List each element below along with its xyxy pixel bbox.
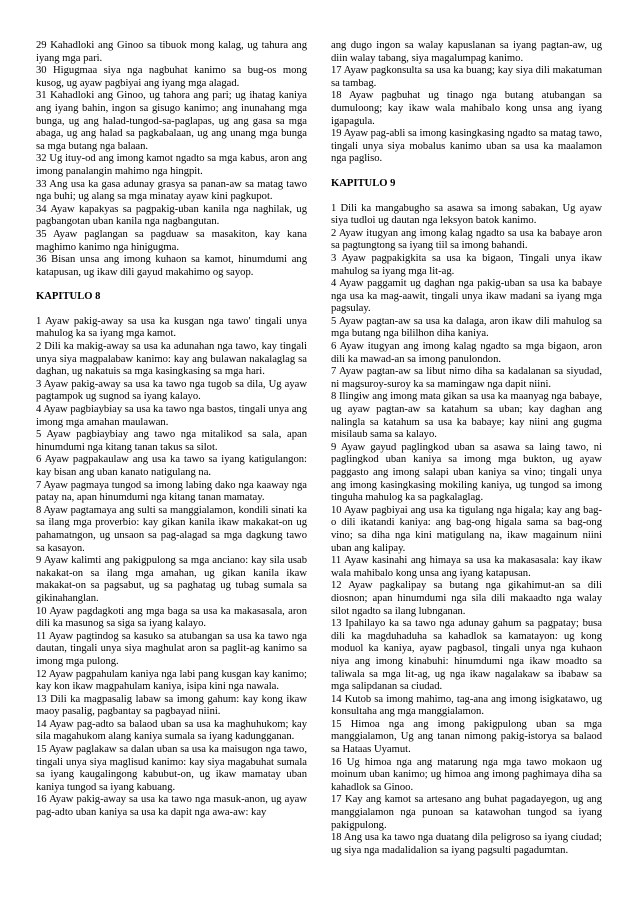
verse-paragraph: 9 Ayaw kalimti ang pakigpulong sa mga anciano: kay sila usab nakakat-on sa ilang mga amahan, ug gikan kanila ikaw makakat-on sa pagsabut, ug sa paghatag ug tubag sumala sa gikinahanglan.: [36, 555, 307, 604]
verse-paragraph: 15 Himoa nga ang imong pakigpulong uban sa mga manggialamon, Ug ang tanan nimong pakig-istorya sa balaod sa Hataas Uyamut.: [331, 718, 602, 756]
verse-paragraph: 10 Ayaw pagbiyai ang usa ka tigulang nga higala; kay ang bag-o dili ikatandi kaniya: ang bag-ong higala sama sa bag-ong vino; sa diha nga kini matigulang na, ikaw magainum niini uban ang kalipay.: [331, 504, 602, 554]
verse-paragraph: 11 Ayaw pagtindog sa kasuko sa atubangan sa usa ka tawo nga dautan, tingali unya siya maghulat aron sa paglit-ag kanimo sa imong mga pulong.: [36, 630, 307, 667]
verse-paragraph: 32 Ug ituy-od ang imong kamot ngadto sa mga kabus, aron ang imong panalangin mahimo nga hingpit.: [36, 153, 307, 177]
verse-paragraph: 4 Ayaw pagbiaybiay sa usa ka tawo nga bastos, tingali unya ang imong mga amahan maulawan.: [36, 404, 307, 428]
verse-paragraph: 36 Bisan unsa ang imong kuhaon sa kamot, hinumdumi ang katapusan, ug ikaw dili gayud makahimo og sayop.: [36, 254, 307, 278]
verse-paragraph: ang dugo ingon sa walay kapuslanan sa iyang pagtan-aw, ug diin walay tabang, siya magalumpag kanimo.: [331, 40, 602, 64]
verse-paragraph: 13 Dili ka magpasalig labaw sa imong gahum: kay kong ikaw maoy pasalig, pagbantay sa pagbayad niini.: [36, 693, 307, 718]
left-column: [36, 40, 307, 902]
verse-paragraph: 12 Ayaw pagkalipay sa butang nga gikahimut-an sa dili diosnon; apan hinumdumi nga sila dili makaadto nga walay silot ngadto sa ilang lubnganan.: [331, 580, 602, 617]
verse-paragraph: 12 Ayaw pagpahulam kaniya nga labi pang kusgan kay kanimo; kay kon ikaw magpahulam kaniya, isipa kini nga nawala.: [36, 668, 307, 693]
verse-paragraph: 15 Ayaw paglakaw sa dalan uban sa usa ka maisugon nga tawo, tingali unya siya maglisud kanimo: kay siya magabuhat sumala sa iyang kaugalingong kabubut-on, ug ikaw mamatay uban kaniya tungod sa iyang kabuang.: [36, 744, 307, 793]
verse-paragraph: 5 Ayaw pagtan-aw sa usa ka dalaga, aron ikaw dili mahulog sa mga butang nga bililhon diha kaniya.: [331, 315, 602, 340]
right-column: [331, 40, 602, 902]
verse-paragraph: 8 Ilingiw ang imong mata gikan sa usa ka maanyag nga babaye, ug ayaw pagtan-aw sa katahum sa uban; kay daghan ang nalingla sa katahum sa usa ka babaye; kay niini ang gugma misilaub sama sa kalayo.: [331, 391, 602, 441]
verse-paragraph: 1 Ayaw pakig-away sa usa ka kusgan nga tawo' tingali unya mahulog ka sa iyang mga kamot.: [36, 315, 307, 340]
verse-paragraph: 1 Dili ka mangabugho sa asawa sa imong sabakan, Ug ayaw siya tudloi ug dautan nga leksyon batok kanimo.: [331, 202, 602, 227]
verse-paragraph: 10 Ayaw pagdagkoti ang mga baga sa usa ka makasasala, aron dili ka masunog sa siga sa iyang kalayo.: [36, 605, 307, 630]
verse-paragraph: 2 Ayaw itugyan ang imong kalag ngadto sa usa ka babaye aron sa pagtungtong sa iyang tiil sa imong bahandi.: [331, 227, 602, 252]
verse-paragraph: 31 Kahadloki ang Ginoo, ug tahora ang pari; ug ihatag kaniya ang iyang bahin, ingon sa gisugo kanimo; ang inunahang mga bunga, ug ang halad-tungod-sa-paglapas, ug ang gasa sa mga abaga, ug ang halad sa pagkabalaan, ug ang unang mga bunga sa mga butang nga balaan.: [36, 90, 307, 152]
verse-paragraph: 6 Ayaw itugyan ang imong kalag ngadto sa mga bigaon, aron dili ka mawad-an sa imong panulondon.: [331, 341, 602, 365]
verse-paragraph: 19 Ayaw pag-abli sa imong kasingkasing ngadto sa matag tawo, tingali unya siya mobalus kanimo uban sa usa ka maalamon nga pagliso.: [331, 128, 602, 165]
verse-paragraph: 5 Ayaw pagbiaybiay ang tawo nga mitalikod sa sala, apan hinumdumi nga kitang tanan takus sa silot.: [36, 429, 307, 453]
verse-paragraph: 6 Ayaw pagpakaulaw ang usa ka tawo sa iyang katigulangon: kay bisan ang uban kanato natigulang na.: [36, 454, 307, 478]
verse-paragraph: 8 Ayaw pagtamaya ang sulti sa manggialamon, kondili sinati ka sa ilang mga proverbio: kay gikan kanila ikaw makakat-on ug pahamatngon, ug unsaon sa pag-alagad sa mga dagkung tawo sa kasayon.: [36, 504, 307, 554]
verse-paragraph: 18 Ayaw pagbuhat ug tinago nga butang atubangan sa dumuloong; kay ikaw wala mahibalo kong unsa ang iyang igapagula.: [331, 90, 602, 127]
chapter-heading: KAPITULO 9: [331, 177, 396, 189]
verse-paragraph: 7 Ayaw pagtan-aw sa libut nimo diha sa kadalanan sa siyudad, ni magsuroy-suroy ka sa mamingaw nga dapit niini.: [331, 366, 602, 390]
verse-paragraph: 4 Ayaw paggamit ug daghan nga pakig-uban sa usa ka babaye nga usa ka mag-aawit, tingali unya ikaw madani sa iyang mga pagsulay.: [331, 278, 602, 315]
verse-paragraph: 14 Ayaw pag-adto sa balaod uban sa usa ka maghuhukom; kay sila magahukom alang kaniya sumala sa iyang kadungganan.: [36, 718, 307, 743]
verse-paragraph: 14 Kutob sa imong mahimo, tag-ana ang imong isigkatawo, ug konsultaha ang mga manggialamon.: [331, 693, 602, 718]
verse-paragraph: 9 Ayaw gayud paglingkod uban sa asawa sa laing tawo, ni paglingkod uban kaniya sa imong mga bukton, ug ayaw paggasto ang imong salapi uban kaniya sa vino; tingali unya ang imong kasingkasing mokiling kaniya, ug tungod sa imong tinguha mahulog ka sa pagkalaglag.: [331, 441, 602, 504]
verse-paragraph: 13 Ipahilayo ka sa tawo nga adunay gahum sa pagpatay; busa dili ka magduhaduha sa kahadlok sa kamatayon: ug kong moduol ka kaniya, ayaw pagbasol, tingali unya nga kuhaon niya ang imong kinabuhi: hinumdumi nga ikaw moadto sa taliwala sa mga lit-ag, ug nga ikaw nagalakaw sa ibabaw sa mga salipdanan sa ciudad.: [331, 618, 602, 693]
verse-paragraph: 3 Ayaw pakig-away sa usa ka tawo nga tugob sa dila, Ug ayaw pagtampok ug sugnod sa iyang kalayo.: [36, 378, 307, 403]
verse-paragraph: 16 Ayaw pakig-away sa usa ka tawo nga masuk-anon, ug ayaw pag-adto uban kaniya sa usa ka dapit nga awa-aw: kay: [36, 794, 307, 819]
chapter-heading: KAPITULO 8: [36, 291, 101, 303]
verse-paragraph: 2 Dili ka makig-away sa usa ka adunahan nga tawo, kay tingali unya siya magpalabaw kanimo: kay ang bulawan nakalaglag sa daghan, ug nakatuis sa mga kasingkasing sa mga hari.: [36, 341, 307, 378]
verse-paragraph: 3 Ayaw pagpakigkita sa usa ka bigaon, Tingali unya ikaw mahulog sa iyang mga lit-ag.: [331, 252, 602, 277]
verse-paragraph: 7 Ayaw pagmaya tungod sa imong labing dako nga kaaway nga patay na, apan hinumdumi nga kitang tanan mamatay.: [36, 479, 307, 504]
verse-paragraph: 11 Ayaw kasinahi ang himaya sa usa ka makasasala: kay ikaw wala mahibalo kong unsa ang iyang katapusan.: [331, 555, 602, 579]
verse-paragraph: 18 Ang usa ka tawo nga duatang dila peligroso sa iyang ciudad; ug siya nga madalidalion sa iyang pagsulti pagadumtan.: [331, 832, 602, 856]
verse-paragraph: 17 Ayaw pagkonsulta sa usa ka buang; kay siya dili makatuman sa tambag.: [331, 65, 602, 89]
verse-paragraph: 29 Kahadloki ang Ginoo sa tibuok mong kalag, ug tahura ang iyang mga pari.: [36, 40, 307, 64]
verse-paragraph: 30 Higugmaa siya nga nagbuhat kanimo sa bug-os mong kusog, ug ayaw pagbiyai ang iyang mga alagad.: [36, 65, 307, 89]
verse-paragraph: 16 Ug himoa nga ang matarung nga mga tawo mokaon ug moinum uban kanimo; ug himoa ang imong paghimaya diha sa kahadlok sa Ginoo.: [331, 756, 602, 793]
verse-paragraph: 33 Ang usa ka gasa adunay grasya sa panan-aw sa matag tawo nga buhi; ug alang sa mga minatay ayaw kini pagkupot.: [36, 178, 307, 203]
verse-paragraph: 35 Ayaw paglangan sa pagduaw sa masakiton, kay kana maghimo kanimo nga hinigugma.: [36, 228, 307, 253]
verse-paragraph: 34 Ayaw kapakyas sa pagpakig-uban kanila nga naghilak, ug pagbangotan uban kanila nga nagbangutan.: [36, 203, 307, 228]
verse-paragraph: 17 Kay ang kamot sa artesano ang buhat pagadayegon, ug ang manggialamon nga punoan sa katawohan tungod sa iyang pakigpulong.: [331, 794, 602, 831]
